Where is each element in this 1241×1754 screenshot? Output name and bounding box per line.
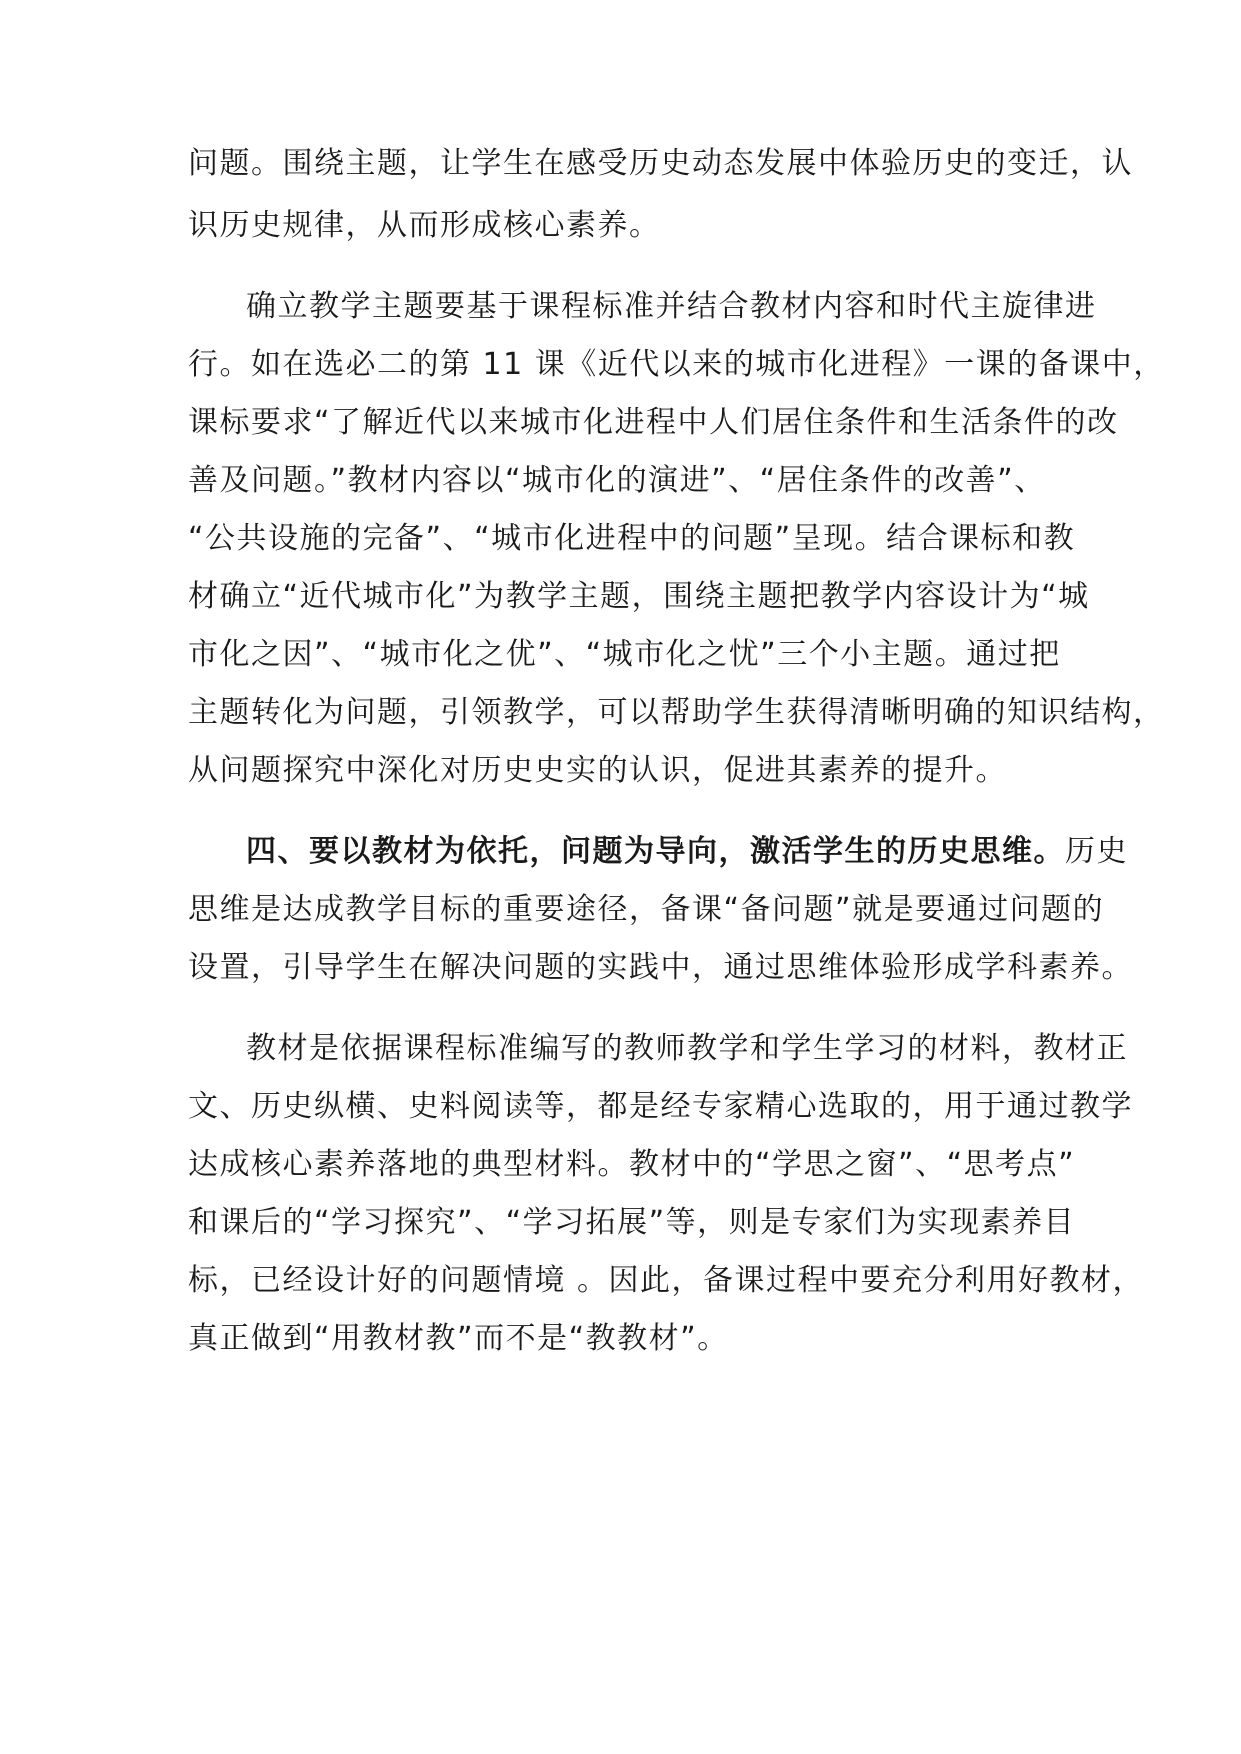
paragraph-3-line-1 — [246, 832, 1128, 872]
paragraph-2-line-7: 市化之因”、“城市化之优”、“城市化之忧”三个小主题。通过把 — [188, 637, 1061, 672]
paragraph-2-line-2: 行。如在选必二的第 11 课《近代以来的城市化进程》一课的备课中， — [188, 347, 1165, 382]
paragraph-2-line-9: 从问题探究中深化对历史史实的认识，促进其素养的提升。 — [188, 753, 1007, 788]
paragraph-2-line-5: “公共设施的完备”、“城市化进程中的问题”呈现。结合课标和教 — [188, 521, 1076, 556]
paragraph-3-line-3: 设置，引导学生在解决问题的实践中，通过思维体验形成学科素养。 — [188, 950, 1133, 985]
paragraph-2-line-1: 确立教学主题要基于课程标准并结合教材内容和时代主旋律进 — [246, 289, 1097, 324]
paragraph-4-line-5: 标，已经设计好的问题情境 。因此，备课过程中要充分利用好教材， — [188, 1263, 1145, 1298]
paragraph-4-line-1: 教材是依据课程标准编写的教师教学和学生学习的材料，教材正 — [246, 1031, 1128, 1066]
paragraph-4-line-4: 和课后的“学习探究”、“学习拓展”等，则是专家们为实现素养目 — [188, 1205, 1076, 1240]
paragraph-4-line-2: 文、历史纵横、史料阅读等，都是经专家精心选取的，用于通过教学 — [188, 1089, 1133, 1124]
paragraph-2-line-4: 善及问题。”教材内容以“城市化的演进”、“居住条件的改善”、 — [188, 463, 1046, 498]
section-heading-tail: 历史 — [1065, 834, 1128, 869]
paragraph-3-line-2: 思维是达成教学目标的重要途径，备课“备问题”就是要通过问题的 — [188, 892, 1105, 927]
paragraph-1-line-1: 问题。围绕主题，让学生在感受历史动态发展中体验历史的变迁，认 — [188, 146, 1133, 181]
section-heading: 四、要以教材为依托，问题为导向，激活学生的历史思维。 — [246, 834, 1065, 869]
paragraph-4-line-3: 达成核心素养落地的典型材料。教材中的“学思之窗”、“思考点” — [188, 1147, 1076, 1182]
paragraph-2-line-3: 课标要求“了解近代以来城市化进程中人们居住条件和生活条件的改 — [188, 405, 1119, 440]
paragraph-4-line-6: 真正做到“用教材教”而不是“教教材”。 — [188, 1321, 729, 1356]
paragraph-2-line-8: 主题转化为问题，引领教学，可以帮助学生获得清晰明确的知识结构， — [188, 695, 1165, 730]
paragraph-2-line-6: 材确立“近代城市化”为教学主题，围绕主题把教学内容设计为“城 — [188, 579, 1090, 614]
paragraph-1-line-2: 识历史规律，从而形成核心素养。 — [188, 208, 661, 243]
